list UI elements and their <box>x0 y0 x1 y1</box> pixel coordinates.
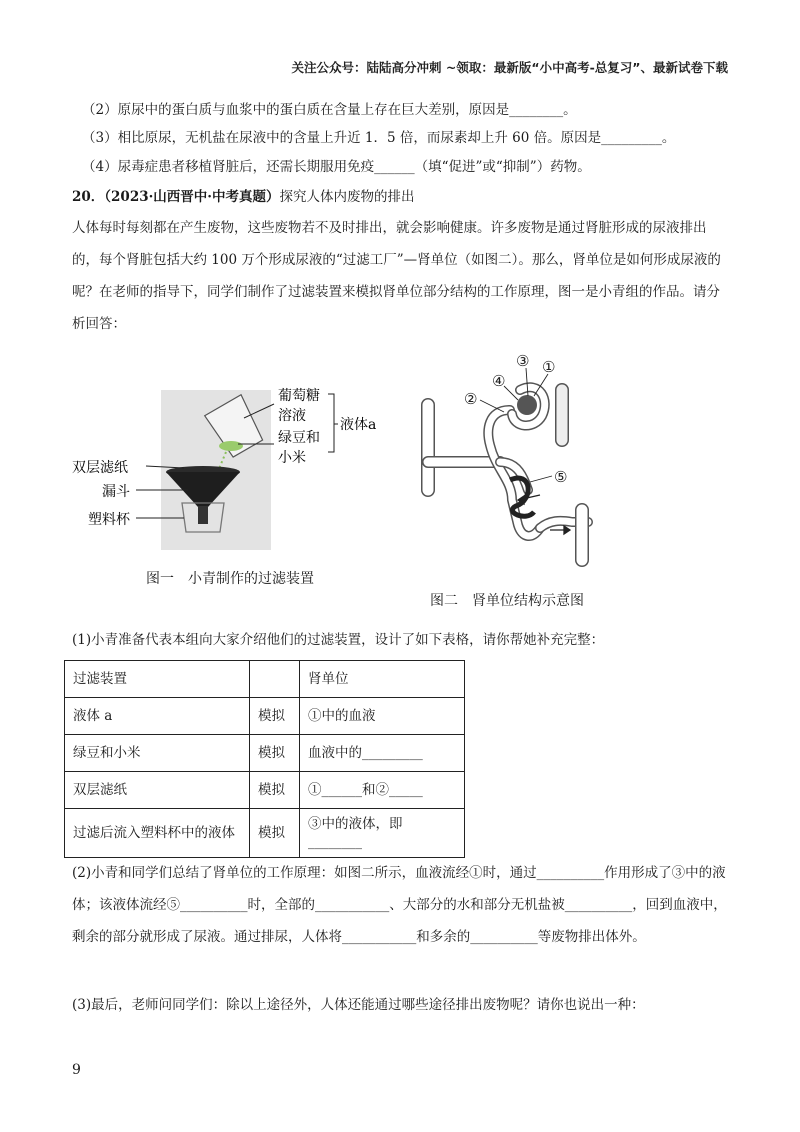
label-glucose-2: 溶液 <box>278 408 306 424</box>
question-20-intro: 人体每时每刻都在产生废物，这些废物若不及时排出，就会影响健康。许多废物是通过肾脏形成的尿液排出的，每个肾脏包括大约 100 万个形成尿液的“过滤工厂”—肾单位（如图二）。那么，肾单位是如何形成尿液的呢？在老师的指导下，同学们制作了过滤装置来模拟肾单位部分结构的工作原理，图一是小青组的作品。请分析回答： <box>72 220 721 332</box>
marker-4: ④ <box>492 372 506 390</box>
table-cell: 绿豆和小米 <box>65 735 250 772</box>
question-19-part-4: （4）尿毒症患者移植肾脏后，还需长期服用免疫______（填“促进”或“抑制”）药物。 <box>82 159 591 175</box>
table-cell: 液体 a <box>65 698 250 735</box>
table-cell: 模拟 <box>250 772 300 809</box>
green-beans <box>219 441 243 451</box>
table-cell: 过滤后流入塑料杯中的液体 <box>65 809 250 858</box>
table-row <box>65 735 465 772</box>
table-cell: ①______和②_____ <box>300 772 465 809</box>
question-20-number: 20．（2023·山西晋中·中考真题） <box>72 189 280 205</box>
table-cell: 血液中的_________ <box>300 735 465 772</box>
table-cell: ①中的血液 <box>300 698 465 735</box>
table-row <box>65 809 465 858</box>
question-19-part-3: （3）相比原尿，无机盐在尿液中的含量上升近 1．5 倍，而尿素却上升 60 倍。原因是_________。 <box>82 130 676 146</box>
table-cell: 肾单位 <box>300 661 465 698</box>
table-cell: 双层滤纸 <box>65 772 250 809</box>
label-filter-paper: 双层滤纸 <box>72 460 128 476</box>
label-funnel: 漏斗 <box>102 484 130 500</box>
page-header: 关注公众号：陆陆高分冲刺 ~领取：最新版“小中高考-总复习”、最新试卷下载 <box>291 60 728 75</box>
marker-1: ① <box>542 358 556 376</box>
question-20-heading <box>72 187 415 207</box>
marker-3: ③ <box>516 352 530 370</box>
label-beans-2: 小米 <box>278 450 306 466</box>
question-20-title: 探究人体内废物的排出 <box>279 189 415 205</box>
table-cell: 过滤装置 <box>65 661 250 698</box>
nephron-diagram <box>400 350 630 580</box>
label-plastic-cup: 塑料杯 <box>88 512 130 528</box>
label-liquid-a: 液体a <box>340 417 376 433</box>
filter-apparatus-figure <box>66 380 376 560</box>
marker-2: ② <box>464 390 478 408</box>
label-beans-1: 绿豆和 <box>278 430 320 446</box>
page-number: 9 <box>72 1062 81 1078</box>
comparison-table <box>64 660 465 858</box>
table-cell: 模拟 <box>250 809 300 858</box>
sub-question-2: (2)小青和同学们总结了肾单位的工作原理：如图二所示，血液流经①时，通过__________作用形成了③中的液体；该液体流经⑤__________时，全部的___________、大部分的水和部分无机盐被__________，回到血液中，剩余的部分就形成了尿液。通过排尿，人体将___________和多余的__________等废物排出体外。 <box>72 865 727 945</box>
table-row <box>65 698 465 735</box>
table-cell: ③中的液体，即________ <box>300 809 465 858</box>
table-cell: 模拟 <box>250 698 300 735</box>
label-glucose-1: 葡萄糖 <box>278 388 320 404</box>
sub-question-1: (1)小青准备代表本组向大家介绍他们的过滤装置，设计了如下表格，请你帮她补充完整： <box>72 632 605 648</box>
table-cell: 模拟 <box>250 735 300 772</box>
figure-2-caption: 图二 肾单位结构示意图 <box>430 593 584 609</box>
marker-5: ⑤ <box>554 468 568 486</box>
table-row <box>65 772 465 809</box>
question-19-part-2: （2）原尿中的蛋白质与血浆中的蛋白质在含量上存在巨大差别，原因是________。 <box>82 102 577 118</box>
table-cell <box>250 661 300 698</box>
sub-question-3: (3)最后，老师问同学们：除以上途径外，人体还能通过哪些途径排出废物呢？请你也说出一种： <box>72 997 645 1013</box>
figure-1-caption: 图一 小青制作的过滤装置 <box>146 571 314 587</box>
table-row <box>65 661 465 698</box>
glomerulus-shape <box>517 395 537 415</box>
